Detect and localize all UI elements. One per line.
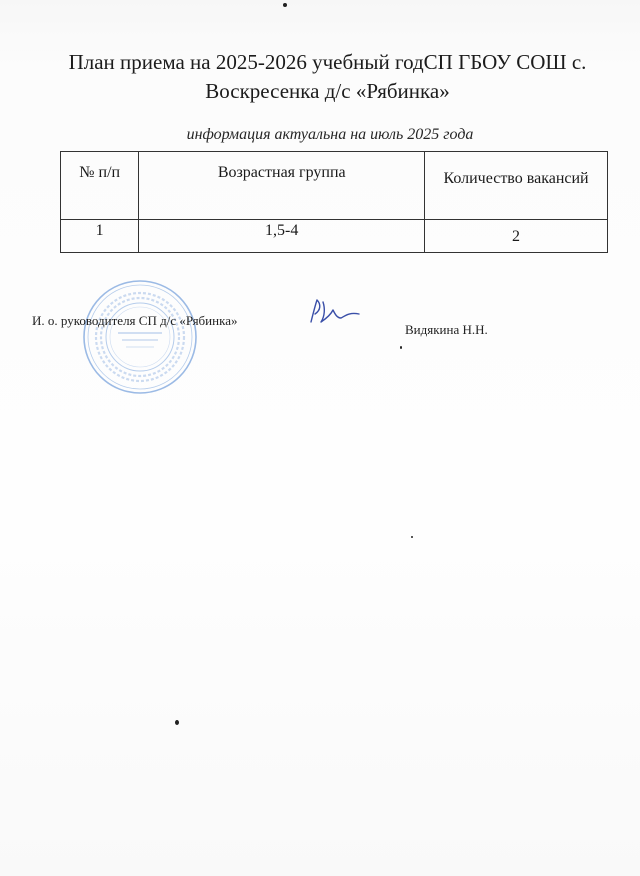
signatory-role: И. о. руководителя СП д/с «Рябинка»	[32, 313, 238, 328]
page-title: План приема на 2025-2026 учебный годСП ГБОУ СОШ с. Воскресенка д/с «Рябинка»	[68, 50, 587, 103]
cell-number: 1	[61, 220, 139, 253]
scan-speck	[175, 720, 179, 725]
header-number: № п/п	[61, 152, 139, 220]
table-row	[61, 220, 608, 253]
header-age-group: Возрастная группа	[139, 152, 425, 220]
cell-vacancies: 2	[425, 220, 608, 253]
scan-speck	[411, 536, 413, 538]
signatory-name: Видякина Н.Н.	[405, 322, 488, 337]
scan-speck	[400, 346, 402, 349]
page-subtitle: информация актуальна на июль 2025 года	[186, 126, 474, 143]
official-stamp	[80, 278, 200, 396]
header-vacancies: Количество вакансий	[425, 152, 608, 220]
table-header-row	[61, 152, 608, 220]
vacancies-table	[60, 151, 608, 253]
cell-age-group: 1,5-4	[139, 220, 425, 253]
scan-speck	[283, 3, 287, 7]
handwritten-signature	[305, 296, 363, 328]
